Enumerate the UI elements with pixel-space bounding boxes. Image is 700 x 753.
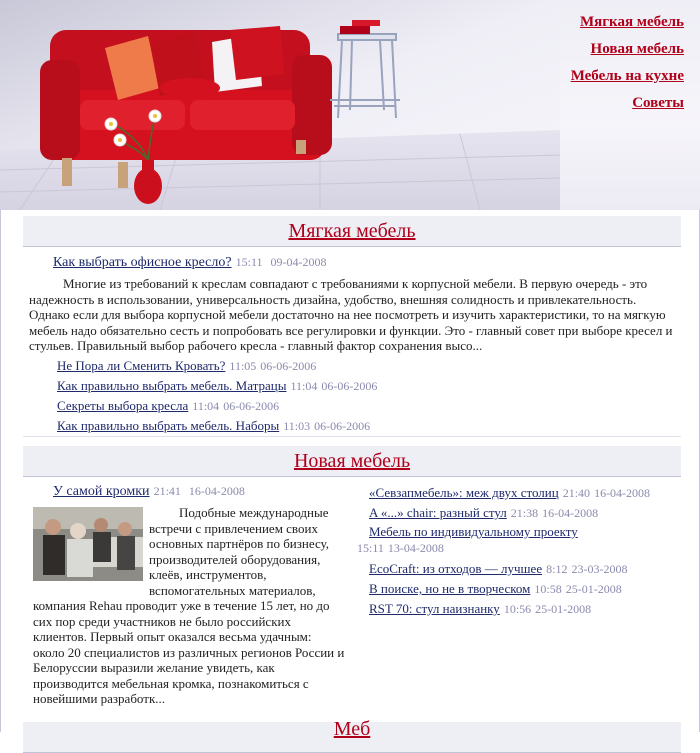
section-title-new[interactable]: Новая мебель bbox=[293, 450, 411, 472]
top-navigation bbox=[571, 14, 684, 122]
article-thumbnail[interactable] bbox=[33, 507, 143, 581]
list-item: Как правильно выбрать мебель. Наборы 11:03 06-06-2006 bbox=[57, 417, 371, 433]
lead-article-text-first: Подобные международные встречи с привлечением своих основных партнёров по бизнесу, производителей оборудования, клеёв, инструментов, вспомогательных материалов, bbox=[149, 505, 329, 598]
article-link[interactable]: EcoCraft: из отходов — лучшее bbox=[369, 561, 543, 576]
article-link[interactable]: Мебель по индивидуальному проекту bbox=[369, 524, 578, 539]
list-item: В поиске, но не в творческом 10:58 25-01-2008 bbox=[369, 581, 622, 596]
article-link[interactable]: Как правильно выбрать мебель. Матрацы bbox=[57, 377, 287, 393]
section-header bbox=[23, 446, 681, 477]
article-time: 15:11 bbox=[235, 255, 263, 269]
list-item: EcoCraft: из отходов — лучшее 8:12 23-03-2008 bbox=[369, 561, 628, 576]
list-item: «Севзапмебель»: меж двух столиц 21:40 16-04-2008 bbox=[369, 485, 651, 500]
lead-article-title[interactable]: У самой кромки bbox=[53, 484, 150, 499]
section-title-soft[interactable]: Мягкая мебель bbox=[288, 220, 416, 242]
list-item: Мебель по индивидуальному проекту 15:11 13-04-2008 bbox=[357, 524, 578, 555]
section-title-kitchen[interactable]: Меб bbox=[333, 718, 371, 740]
section-header bbox=[23, 718, 681, 753]
section-kitchen-furniture bbox=[23, 718, 681, 740]
lead-article-text-rest: компания Rehau проводит уже в течение 15 лет, но до сих пор среди участников не было российских клиентов. Первый опыт оказался весьма удачным: около 20 специалистов из различных регионов России и Белоруссии выразили желание увидеть, как производится мебельная кромка, познакомиться с новейшими разработк... bbox=[33, 598, 345, 706]
article-time: 21:41 bbox=[153, 484, 181, 498]
article-date: 09-04-2008 bbox=[270, 255, 327, 269]
section-header bbox=[23, 216, 681, 247]
nav-new-furniture[interactable]: Новая мебель bbox=[590, 41, 684, 57]
article-link[interactable]: RST 70: стул наизнанку bbox=[369, 601, 500, 616]
nav-soft-furniture[interactable]: Мягкая мебель bbox=[579, 14, 684, 30]
article-link[interactable]: Как правильно выбрать мебель. Наборы bbox=[57, 417, 280, 433]
lead-article-title[interactable]: Как выбрать офисное кресло? bbox=[53, 255, 232, 270]
section-new-furniture bbox=[23, 446, 681, 706]
lead-article-text: Многие из требований к креслам совпадают с требованиями к корпусной мебели. В первую очередь - это надежность в использовании, универсальность дизайна, удобство, внешняя солидность и привлекательность. Однако если для выбора корпусной мебели достаточно на нее посмотреть и изучить характеристики, то на мягкую мебель надо обязательно сесть и попробовать все регулировки и функции. Это - главный совет при выборе кресел и стульев. Правильный выбор рабочего кресла - главный фактор сохранения высо... bbox=[29, 276, 673, 353]
article-link[interactable]: Секреты выбора кресла bbox=[57, 397, 189, 413]
section-divider bbox=[23, 436, 681, 437]
list-item: Не Пора ли Сменить Кровать? 11:05 06-06-2006 bbox=[57, 357, 317, 373]
main-content bbox=[0, 210, 700, 740]
soft-article-list bbox=[23, 354, 681, 436]
soft-lead-article bbox=[23, 247, 681, 354]
list-item: Как правильно выбрать мебель. Матрацы 11:04 06-06-2006 bbox=[57, 377, 378, 393]
section-soft-furniture bbox=[23, 216, 681, 436]
site-header bbox=[0, 0, 700, 211]
nav-kitchen-furniture[interactable]: Мебель на кухне bbox=[570, 68, 684, 84]
hero-image bbox=[0, 0, 560, 210]
new-lead-article bbox=[23, 482, 345, 707]
article-link[interactable]: «Севзапмебель»: меж двух столиц bbox=[369, 485, 559, 500]
list-item: RST 70: стул наизнанку 10:56 25-01-2008 bbox=[369, 601, 592, 616]
article-link[interactable]: A «...» chair: разный стул bbox=[369, 505, 507, 520]
list-item: A «...» chair: разный стул 21:38 16-04-2008 bbox=[369, 505, 599, 520]
article-date: 16-04-2008 bbox=[188, 484, 245, 498]
new-article-list bbox=[357, 483, 677, 619]
article-link[interactable]: Не Пора ли Сменить Кровать? bbox=[57, 357, 226, 373]
nav-advice[interactable]: Советы bbox=[632, 95, 684, 111]
list-item: Секреты выбора кресла 11:04 06-06-2006 bbox=[57, 397, 280, 413]
article-link[interactable]: В поиске, но не в творческом bbox=[369, 581, 531, 596]
